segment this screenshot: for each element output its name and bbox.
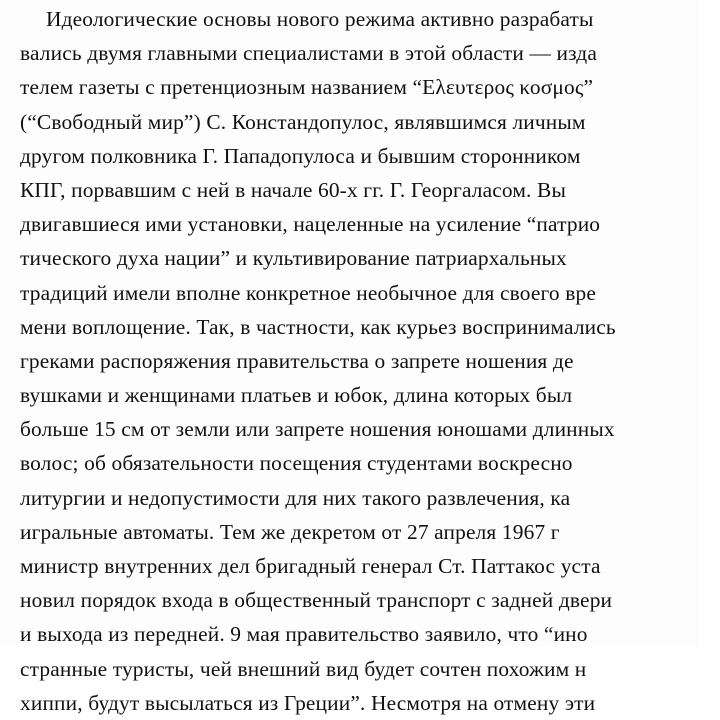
text-line: Идеологические основы нового режима активно разрабаты <box>46 7 594 31</box>
text-line: волос; об обязательности посещения студентами воскресно <box>20 451 573 476</box>
text-line: хиппи, будут высылаться из Греции”. Несмотря на отмену эти <box>20 690 596 715</box>
text-line: и выхода из передней. 9 мая правительство заявило, что “ино <box>20 622 588 647</box>
text-line: телем газеты с претенциозным названием “Ελευτερος κοσμος” <box>20 75 594 100</box>
text-line: тического духа нации” и культивирование патриархальных <box>20 246 567 271</box>
text-line: больше 15 см от земли или запрете ношения юношами длинных <box>20 417 615 442</box>
text-line: традиций имели вполне конкретное необычное для своего вре <box>20 280 596 305</box>
text-line: греками распоряжения правительства о запрете ношения де <box>20 348 574 373</box>
text-line: вались двумя главными специалистами в этой области — изда <box>20 41 597 66</box>
text-line: другом полковника Г. Пападопулоса и бывшим сторонником <box>20 143 581 168</box>
text-line: министр внутренних дел бригадный генерал Ст. Паттакос уста <box>20 554 601 578</box>
text-line: литургии и недопустимости для них такого развлечения, ка <box>20 485 571 510</box>
text-line: мени воплощение. Так, в частности, как курьез воспринимались <box>20 314 616 339</box>
text-line: (“Свободный мир”) С. Констандопулос, являвшимся личным <box>20 109 586 134</box>
text-line: новил порядок входа в общественный транспорт с задней двери <box>20 588 613 613</box>
text-line: странные туристы, чей внешний вид будет сочтен похожим н <box>20 656 587 681</box>
body-text <box>20 2 720 720</box>
text-line: вушками и женщинами платьев и юбок, длина которых был <box>20 383 573 408</box>
text-line: двигавшиеся ими установки, нацеленные на усиление “патрио <box>20 212 601 237</box>
text-line: игральные автоматы. Тем же декретом от 27 апреля 1967 г <box>20 519 560 544</box>
text-line: КПГ, порвавшим с ней в начале 60-х гг. Г. Георгаласом. Вы <box>20 177 566 202</box>
